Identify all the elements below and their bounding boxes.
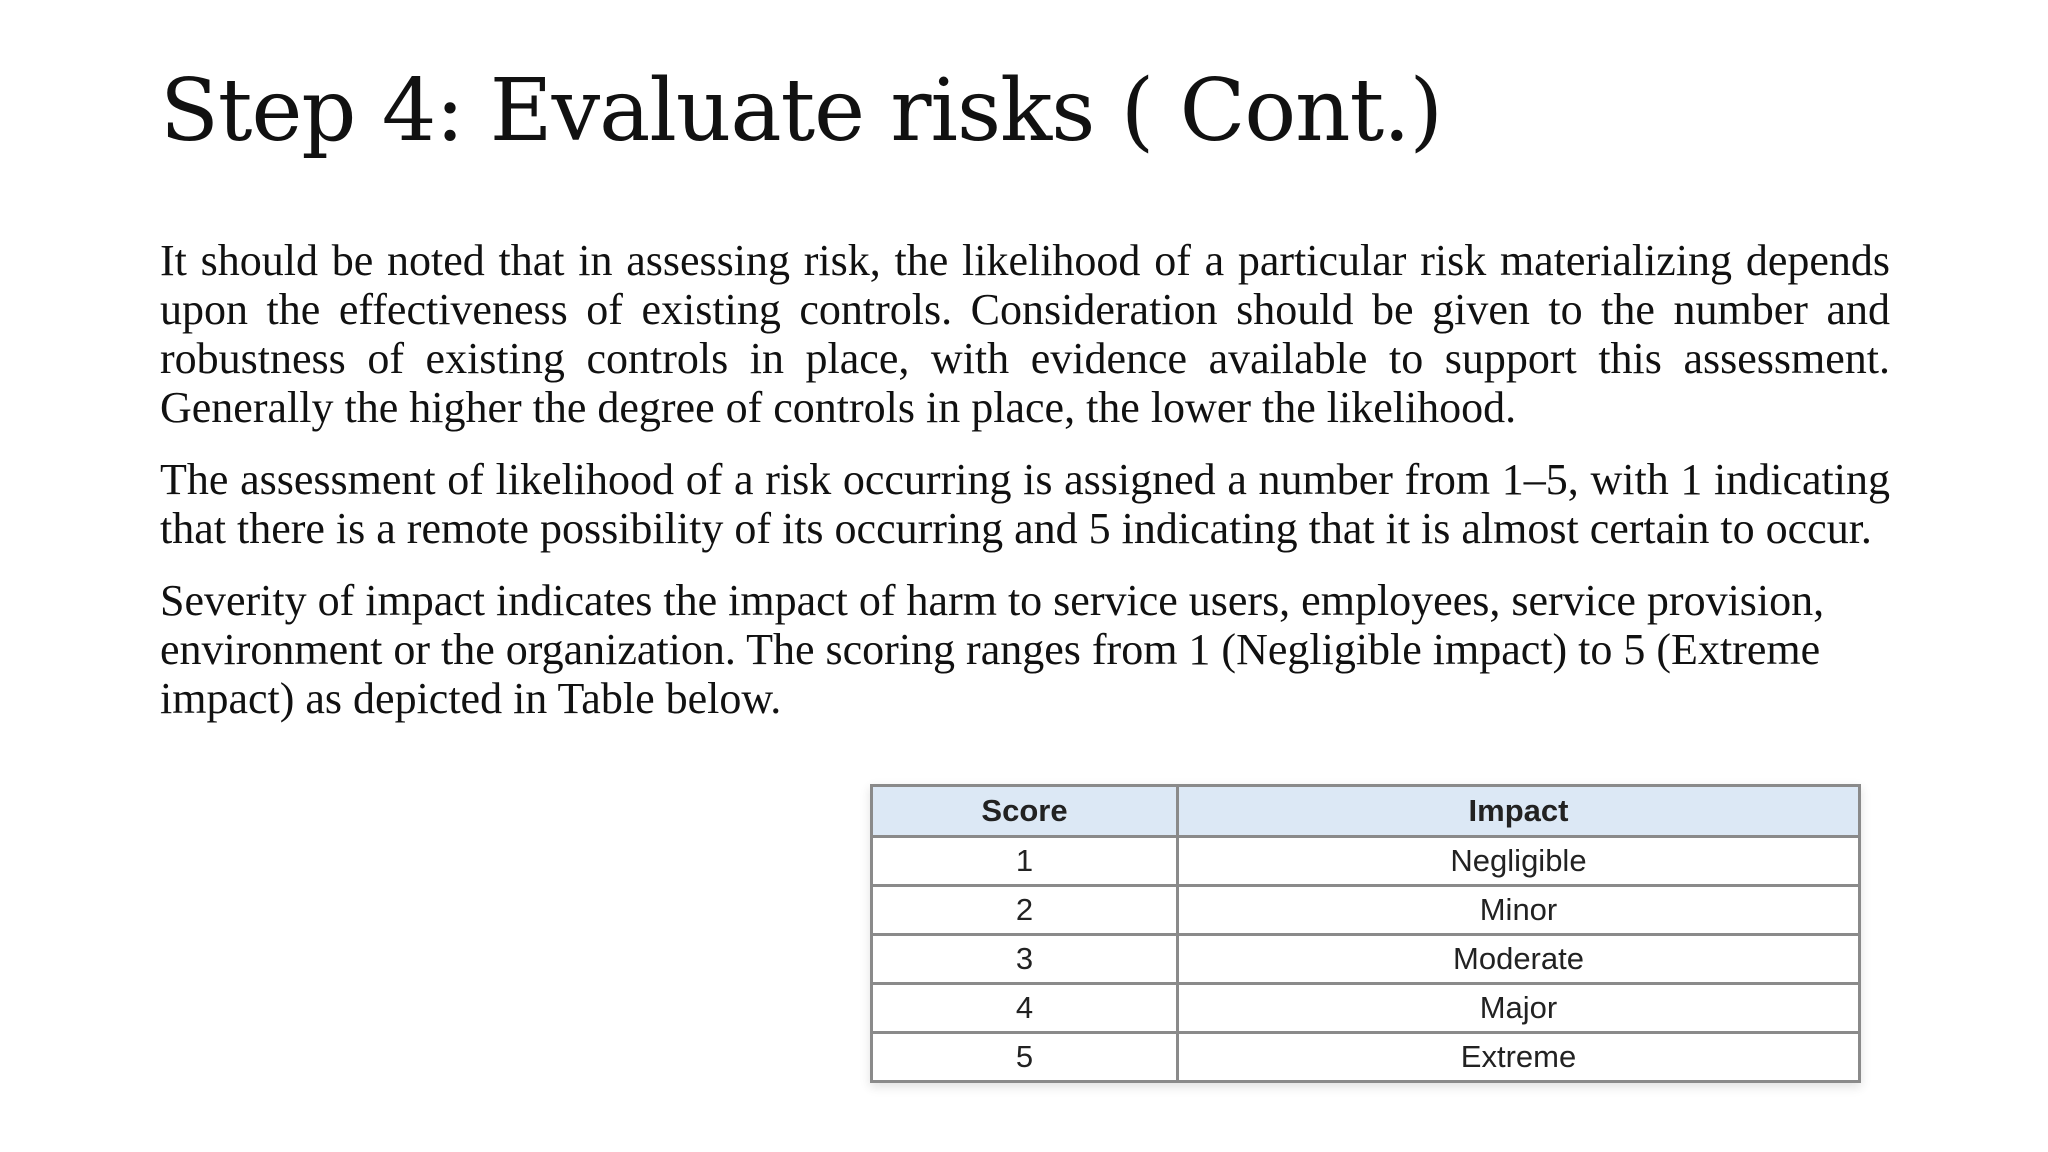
score-cell: 3 [872,935,1178,984]
impact-cell: Extreme [1178,1033,1860,1082]
table-row [872,935,1860,984]
paragraph-likelihood-scoring: The assessment of likelihood of a risk occurring is assigned a number from 1–5, with 1 indicating that there is a remote possibility of its occurring and 5 indicating that it is almost certain to occur. [160,455,1890,553]
slide-body [160,236,1890,746]
header-score: Score [872,786,1178,837]
table-header-row [872,786,1860,837]
impact-cell: Negligible [1178,837,1860,886]
table-row [872,1033,1860,1082]
impact-cell: Minor [1178,886,1860,935]
score-cell: 1 [872,837,1178,886]
table-row [872,837,1860,886]
score-cell: 5 [872,1033,1178,1082]
table-row [872,984,1860,1033]
score-cell: 2 [872,886,1178,935]
header-impact: Impact [1178,786,1860,837]
impact-score-table [870,784,1861,1083]
paragraph-severity-impact: Severity of impact indicates the impact of harm to service users, employees, service provision, environment or the organization. The scoring ranges from 1 (Negligible impact) to 5 (Extreme impact) as depicted in Table below. [160,576,1825,723]
paragraph-likelihood-controls: It should be noted that in assessing risk, the likelihood of a particular risk materializing depends upon the effectiveness of existing controls. Consideration should be given to the number and robustness of existing controls in place, with evidence available to support this assessment. Generally the higher the degree of controls in place, the lower the likelihood. [160,236,1890,432]
impact-cell: Major [1178,984,1860,1033]
score-cell: 4 [872,984,1178,1033]
table-row [872,886,1860,935]
impact-cell: Moderate [1178,935,1860,984]
slide-title: Step 4: Evaluate risks ( Cont.) [160,61,1443,161]
